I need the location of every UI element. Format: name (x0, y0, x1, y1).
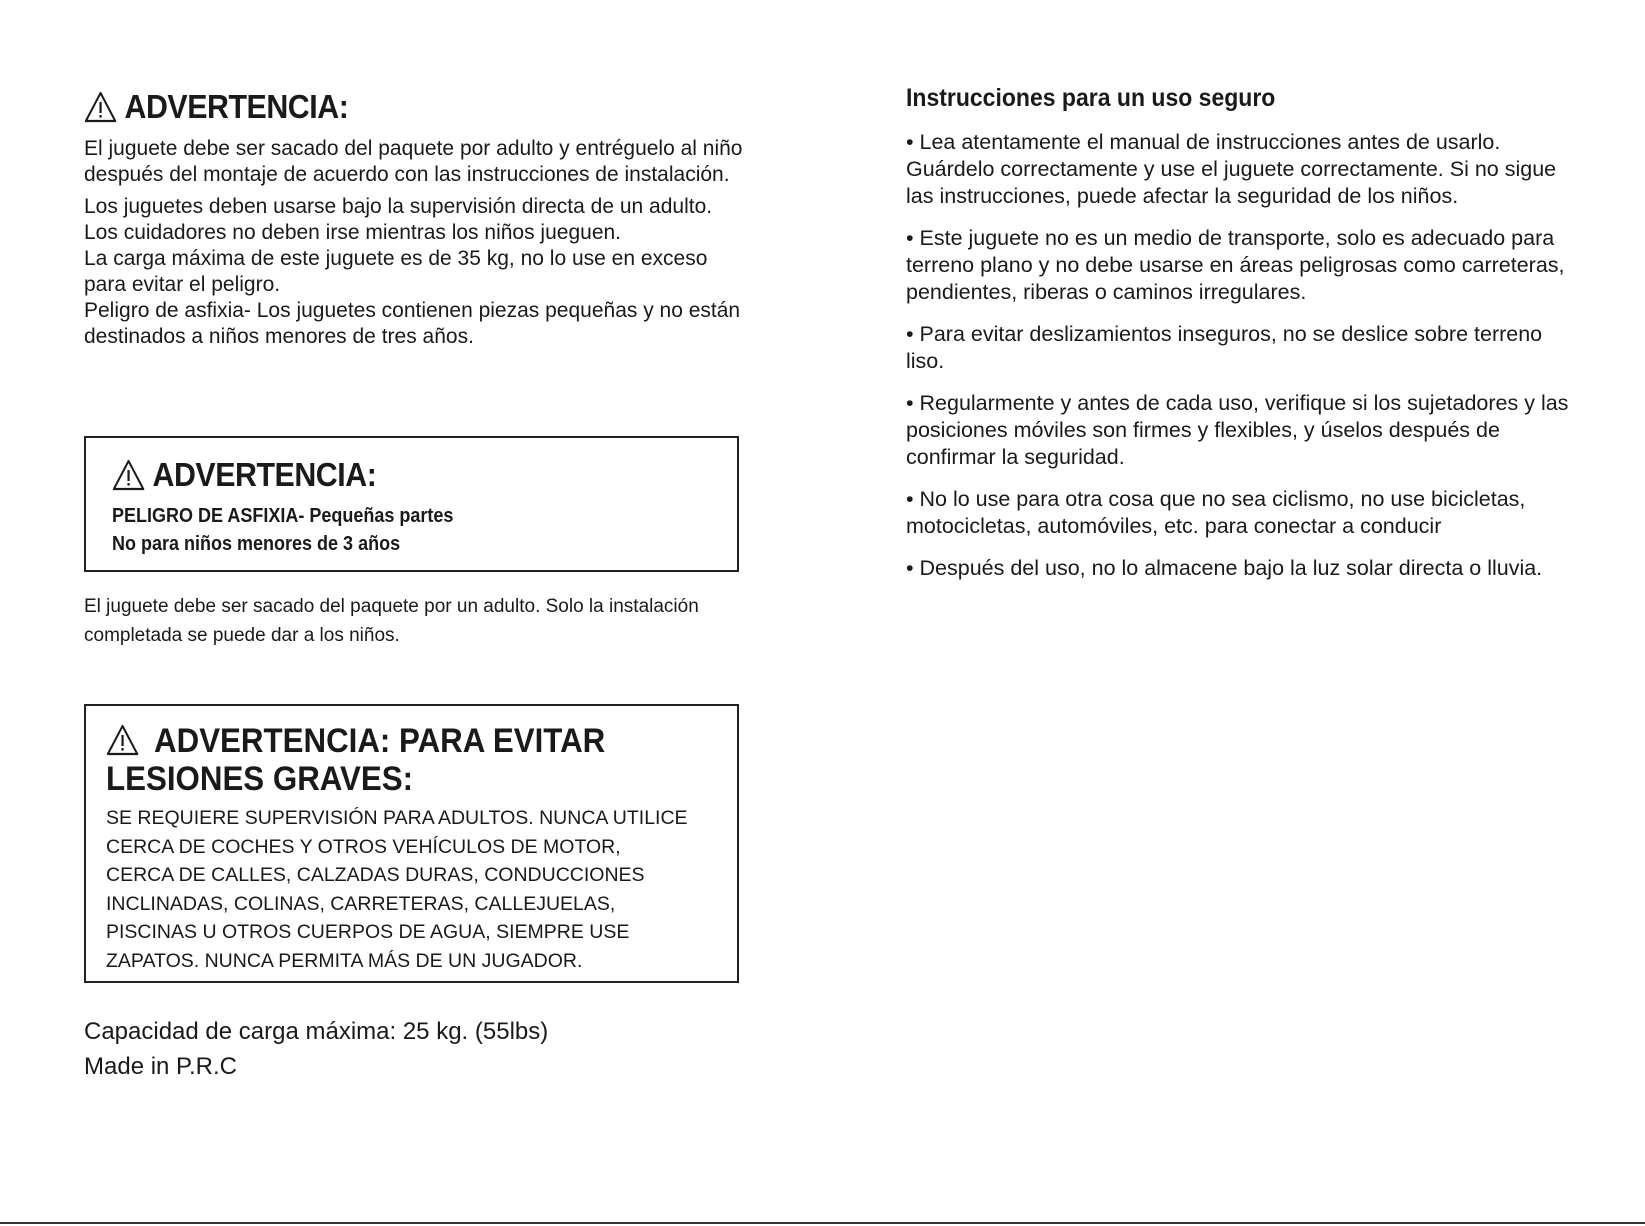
warning-heading-2 (112, 456, 663, 494)
instruction-bullet: • Lea atentamente el manual de instrucciones antes de usarlo. Guárdelo correctamente y use el juguete correctamente. Si no sigue las instrucciones, puede afectar la seguridad de los niños. (906, 130, 1557, 208)
warning-line: SE REQUIERE SUPERVISIÓN PARA ADULTOS. NUNCA UTILICE (106, 807, 688, 829)
warning-line: INCLINADAS, COLINAS, CARRETERAS, CALLEJUELAS, (106, 892, 616, 915)
page-bottom-rule (0, 1222, 1645, 1224)
note-line: completada se puede dar a los niños. (84, 625, 400, 646)
made-in-label: Made in P.R.C (84, 1053, 237, 1080)
adult-unpack-note (84, 592, 744, 650)
warning-triangle-icon (106, 724, 139, 756)
warning-paragraph: Peligro de asfixia- Los juguetes contienen piezas pequeñas y no están destinados a niños menores de tres años. (84, 299, 741, 348)
note-line: El juguete debe ser sacado del paquete por un adulto. Solo la instalación (84, 596, 699, 617)
heading-line: ADVERTENCIA: PARA EVITAR (154, 722, 606, 760)
instruction-bullet: • Este juguete no es un medio de transporte, solo es adecuado para terreno plano y no debe usarse en áreas peligrosas como carreteras, pendientes, riberas o caminos irregulares. (906, 226, 1565, 304)
heading-line: LESIONES GRAVES: (106, 760, 414, 798)
warning-heading-text: ADVERTENCIA: (152, 456, 377, 493)
warning-line: ZAPATOS. NUNCA PERMITA MÁS DE UN JUGADOR. (106, 949, 583, 972)
warning-paragraph: Los juguetes deben usarse bajo la supervisión directa de un adulto. Los cuidadores no deben irse mientras los niños jueguen. (84, 195, 713, 244)
warning-line: CERCA DE CALLES, CALZADAS DURAS, CONDUCCIONES (106, 864, 645, 886)
warning-paragraph: El juguete debe ser sacado del paquete por adulto y entréguelo al niño después del montaje de acuerdo con las instrucciones de instalación. (84, 137, 743, 186)
choking-hazard-box (84, 436, 739, 572)
serious-injury-heading (106, 722, 668, 798)
choking-hazard-line: PELIGRO DE ASFIXIA- Pequeñas partes (112, 505, 454, 527)
warning-line: CERCA DE COCHES Y OTROS VEHÍCULOS DE MOTOR, (106, 835, 621, 858)
safe-use-instructions (906, 84, 1576, 597)
age-restriction-line: No para niños menores de 3 años (112, 533, 401, 555)
instruction-bullet: • Regularmente y antes de cada uso, verifique si los sujetadores y las posiciones móviles son firmes y flexibles, y úselos después de confirmar la seguridad. (906, 391, 1569, 469)
section-title: Instrucciones para un uso seguro (906, 84, 1276, 112)
serious-injury-box (84, 704, 739, 983)
warning-heading-text: ADVERTENCIA: (124, 88, 349, 125)
warning-heading-1 (84, 88, 691, 126)
max-load-capacity: Capacidad de carga máxima: 25 kg. (55lbs) (84, 1018, 549, 1045)
warning-triangle-icon (112, 459, 145, 491)
warning-line: PISCINAS U OTROS CUERPOS DE AGUA, SIEMPRE USE (106, 921, 630, 943)
warning-triangle-icon (84, 91, 117, 123)
warning-paragraph: La carga máxima de este juguete es de 35 kg, no lo use en exceso para evitar el peligro. (84, 247, 708, 296)
instruction-bullet: • Para evitar deslizamientos inseguros, no se deslice sobre terreno liso. (906, 322, 1543, 373)
instruction-bullet: • No lo use para otra cosa que no sea ciclismo, no use bicicletas, motocicletas, automóviles, etc. para conectar a conducir (906, 487, 1526, 538)
warning-section-1 (84, 88, 744, 350)
instruction-bullet: • Después del uso, no lo almacene bajo la luz solar directa o lluvia. (906, 556, 1543, 580)
